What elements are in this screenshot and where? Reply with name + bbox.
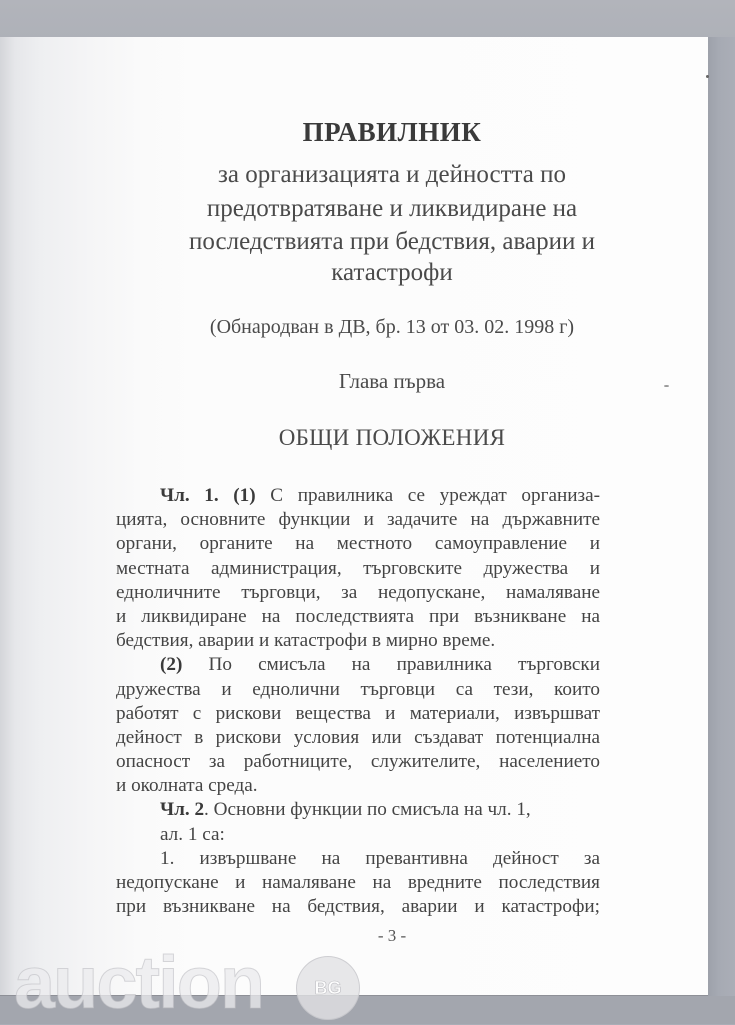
body-text-line [116,798,600,822]
section-heading: ОБЩИ ПОЛОЖЕНИЯ [278,425,506,450]
watermark-badge-icon: BG [296,956,360,1020]
document-title: ПРАВИЛНИК [302,117,482,147]
article-label: (2) [160,654,183,676]
body-text: ал. 1 са: [160,823,225,845]
body-text-line [116,581,600,605]
body-text-line [116,823,600,847]
body-text-line [116,508,600,532]
chapter-heading: Глава първа [338,369,446,393]
body-text: С правилника се уреждат организа- [255,485,600,506]
document-subtitle-line: последствията при бедствия, аварии и [189,228,595,255]
body-text: при възникване на бедствия, аварии и катастрофи; [116,896,600,918]
body-text: дейност в рискови условия или създават потенциална [116,726,600,748]
body-text: недопускане и намаляване на вредните последствия [116,872,600,893]
body-text-line [116,871,600,895]
body-text-line [116,605,600,629]
body-text-line [116,653,600,677]
body-text: . Основни функции по смисъла на чл. 1, [204,799,531,821]
body-text: бедствия, аварии и катастрофи в мирно време. [116,630,496,652]
body-text: и ликвидиране на последствията при възникване на [116,605,600,627]
publication-note: (Обнародван в ДВ, бр. 13 от 03. 02. 1998 г) [209,316,575,338]
page-number: - 3 - [377,926,407,945]
document-subtitle-line: катастрофи [331,259,453,286]
body-text: дружества и еднолични търговци са тези, които [116,678,600,700]
body-text-line [116,750,600,774]
body-text-line [116,702,600,726]
body-text-line [116,847,600,871]
body-text-line [116,726,600,750]
body-text: 1. извършване на превантивна дейност за [160,847,600,869]
body-text: работят с рискови вещества и материали, извършват [116,702,600,724]
body-text-line [116,895,600,919]
document-body [116,484,600,919]
watermark-logo-text: auction [14,941,264,1024]
body-text: органи, органите на местното самоуправление и [116,533,600,555]
document-subtitle-line: предотвратяване и ликвидиране на [206,195,578,222]
article-label: Чл. 1. (1) [160,485,256,506]
scan-background-top [0,0,735,40]
body-text-line [116,629,600,653]
body-text: цията, основните функции и задачите на държавните [116,509,600,531]
body-text: местната администрация, търговските дружества и [116,557,600,579]
body-text-line [116,484,600,508]
scan-speck [706,75,709,78]
body-text: и околната среда. [116,775,258,797]
body-text: опасност за работниците, служителите, населението [116,751,600,773]
body-text-line [116,774,600,798]
body-text: По смисъла на правилника търговски [182,654,600,676]
body-text-line [116,678,600,702]
article-label: Чл. 2 [160,799,205,821]
body-text: едноличните търговци, за недопускане, намаляване [116,581,600,603]
body-text-line [116,557,600,581]
body-text-line [116,532,600,556]
document-subtitle-line: за организацията и дейността по [218,161,566,188]
